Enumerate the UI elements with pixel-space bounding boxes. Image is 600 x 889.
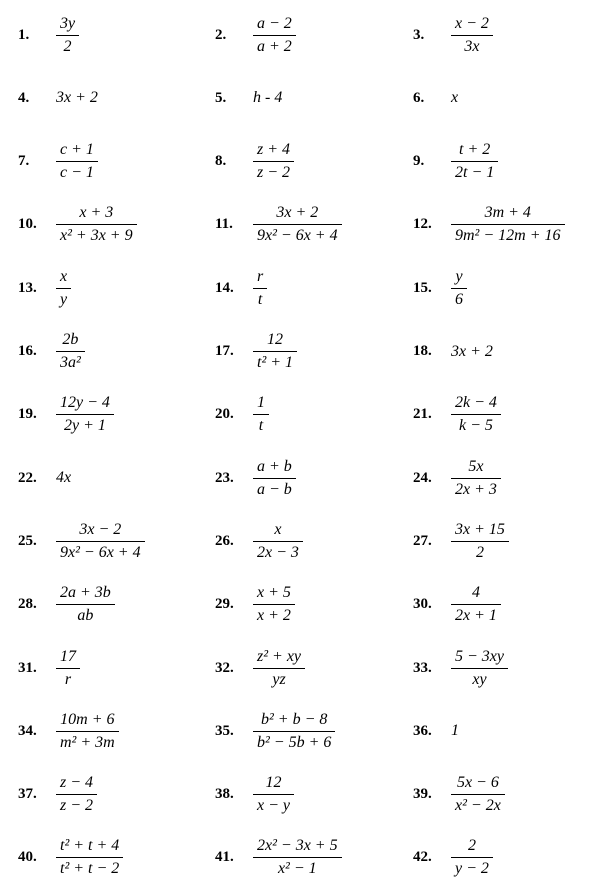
problem-number: 3.: [413, 26, 425, 43]
problem-item: [413, 321, 493, 383]
fraction: [451, 773, 505, 816]
fraction: [253, 330, 297, 373]
problem-number: 14.: [215, 279, 234, 296]
denominator: ab: [77, 607, 94, 625]
fraction: [253, 140, 294, 183]
problem-number: 17.: [215, 343, 234, 359]
problem-item: [413, 67, 458, 129]
problem-item: [18, 321, 85, 383]
problem-item: [413, 574, 501, 636]
problem-answer: [253, 710, 335, 753]
numerator: x − 2: [455, 14, 489, 32]
numerator: 12: [267, 331, 284, 348]
problem-item: [18, 447, 71, 509]
problem-item: [215, 384, 269, 446]
problem-number: 33.: [413, 659, 432, 676]
problem-answer: [56, 583, 115, 626]
problem-number: 7.: [18, 153, 30, 170]
fraction: [56, 773, 97, 816]
problem-item: [18, 257, 71, 319]
problem-number: 5.: [215, 89, 227, 106]
problem-item: [413, 827, 493, 889]
numerator: 3x + 15: [455, 520, 505, 538]
problem-item: [18, 764, 97, 826]
problem-number: 41.: [215, 849, 234, 866]
problem-number: 9.: [413, 153, 425, 170]
numerator: 2b: [62, 331, 79, 348]
numerator: t + 2: [459, 141, 491, 159]
problem-item: [413, 447, 501, 509]
fraction: [56, 647, 80, 690]
problem-item: [18, 4, 79, 66]
problem-item: [18, 827, 123, 889]
problem-number: 28.: [18, 596, 37, 613]
problem-item: [18, 700, 119, 762]
expression: 3x + 2: [56, 89, 98, 107]
numerator: r: [257, 267, 264, 285]
problem-item: [413, 700, 459, 762]
problem-answer: [56, 773, 97, 816]
fraction: [451, 203, 565, 246]
fraction: [56, 836, 123, 879]
problem-item: [215, 574, 295, 636]
denominator: 2x + 3: [455, 480, 497, 498]
numerator: b² + b − 8: [261, 710, 328, 728]
problem-answer: [56, 836, 123, 879]
problem-number: 1.: [18, 26, 30, 43]
fraction: [253, 520, 303, 563]
numerator: z + 4: [257, 141, 291, 159]
denominator: 3a²: [60, 354, 81, 371]
denominator: 9m² − 12m + 16: [455, 227, 561, 245]
problem-number: 32.: [215, 659, 234, 676]
denominator: r: [64, 670, 72, 688]
fraction: [253, 457, 296, 500]
problem-item: [18, 574, 115, 636]
numerator: 17: [60, 647, 76, 665]
denominator: 2t − 1: [455, 164, 495, 182]
problem-answer: [56, 203, 137, 246]
denominator: 2x − 3: [257, 543, 299, 561]
denominator: c − 1: [60, 164, 94, 182]
problem-item: [215, 321, 297, 383]
problem-answer: [253, 520, 303, 563]
fraction: [451, 836, 493, 879]
problem-answer: [253, 457, 296, 500]
problem-answer: [451, 457, 501, 500]
problem-answer: [253, 140, 294, 183]
denominator: 2y + 1: [64, 417, 106, 435]
problem-answer: [253, 647, 305, 690]
problem-answer: [451, 520, 509, 563]
fraction: [253, 203, 342, 246]
denominator: 9x² − 6x + 4: [257, 227, 338, 245]
problem-number: 21.: [413, 406, 432, 423]
problem-item: [215, 447, 296, 509]
problem-number: 16.: [18, 343, 37, 359]
problem-answer: [253, 583, 295, 626]
problem-answer: [253, 203, 342, 246]
denominator: yz: [272, 670, 286, 688]
problem-answer: [253, 393, 269, 436]
problem-number: 22.: [18, 469, 37, 486]
denominator: xy: [472, 670, 487, 688]
problem-answer: [253, 836, 342, 879]
numerator: 3x + 2: [276, 204, 319, 222]
problem-answer: [56, 14, 79, 57]
problem-number: 10.: [18, 216, 37, 233]
problem-number: 26.: [215, 532, 234, 549]
denominator: t: [257, 290, 263, 308]
problem-number: 36.: [413, 722, 432, 739]
problem-number: 23.: [215, 469, 234, 486]
problem-answer: [56, 520, 145, 563]
fraction: [451, 140, 498, 183]
problem-answer: [451, 203, 565, 246]
numerator: x + 5: [257, 584, 291, 602]
numerator: z² + xy: [257, 647, 302, 665]
problem-answer: [56, 89, 98, 107]
expression: h - 4: [253, 89, 283, 107]
numerator: x: [60, 267, 68, 285]
problem-answer: [56, 330, 85, 373]
fraction: [253, 836, 342, 879]
problem-number: 30.: [413, 596, 432, 613]
problem-item: [215, 700, 335, 762]
problem-number: 2.: [215, 26, 227, 43]
problem-number: 6.: [413, 89, 425, 106]
problem-answer: [253, 89, 282, 107]
problem-item: [215, 827, 342, 889]
problem-number: 39.: [413, 786, 432, 803]
problem-answer: [56, 140, 98, 183]
problem-answer: [253, 773, 294, 816]
problem-answer: [253, 330, 297, 373]
denominator: 6: [455, 290, 463, 308]
fraction: [253, 647, 305, 690]
denominator: a + 2: [257, 37, 292, 55]
numerator: 10m + 6: [60, 710, 115, 728]
denominator: t² + t − 2: [60, 860, 120, 878]
denominator: x − y: [257, 797, 290, 815]
problem-answer: [56, 647, 80, 690]
problem-number: 4.: [18, 89, 30, 106]
denominator: k − 5: [459, 417, 493, 435]
denominator: m² + 3m: [60, 733, 115, 751]
numerator: a − 2: [257, 14, 292, 32]
denominator: t² + 1: [257, 354, 294, 371]
problem-answer: [451, 722, 459, 740]
expression: 4x: [56, 469, 72, 487]
problem-answer: [451, 836, 493, 879]
fraction: [253, 267, 267, 310]
fraction: [253, 393, 269, 436]
problem-number: 35.: [215, 722, 234, 739]
problem-item: [18, 384, 114, 446]
numerator: 3x − 2: [79, 520, 122, 538]
numerator: 2k − 4: [455, 394, 497, 412]
denominator: z − 2: [60, 797, 94, 815]
fraction: [451, 583, 501, 626]
fraction: [253, 710, 335, 753]
fraction: [56, 583, 115, 626]
problem-answer: [451, 89, 458, 107]
fraction: [56, 14, 79, 57]
problem-answer: [56, 267, 71, 310]
denominator: y − 2: [455, 860, 489, 878]
fraction: [56, 393, 114, 436]
problem-number: 18.: [413, 343, 432, 359]
problem-item: [215, 4, 296, 66]
problem-number: 27.: [413, 532, 432, 549]
numerator: t² + t + 4: [60, 837, 120, 855]
problem-number: 38.: [215, 786, 234, 803]
problem-number: 12.: [413, 216, 432, 233]
problem-answer: [451, 343, 493, 361]
denominator: z − 2: [257, 164, 291, 182]
problem-number: 40.: [18, 849, 37, 866]
expression: 3x + 2: [451, 342, 493, 360]
denominator: 2x + 1: [455, 607, 497, 625]
problem-answer: [451, 647, 508, 690]
problem-item: [18, 510, 145, 572]
problem-item: [18, 194, 137, 256]
denominator: x + 2: [257, 607, 291, 625]
denominator: 3x: [464, 37, 480, 55]
problem-item: [413, 384, 501, 446]
problem-number: 24.: [413, 469, 432, 486]
problem-number: 20.: [215, 406, 234, 423]
problem-answer: [56, 393, 114, 436]
numerator: 5x − 6: [456, 774, 499, 792]
numerator: x: [274, 520, 282, 538]
problem-answer: [56, 710, 119, 753]
problem-item: [215, 257, 267, 319]
fraction: [253, 773, 294, 816]
denominator: x² + 3x + 9: [60, 227, 133, 245]
fraction: [451, 14, 493, 57]
problem-number: 15.: [413, 279, 432, 296]
fraction: [253, 14, 296, 57]
numerator: 3y: [60, 14, 76, 32]
denominator: 2: [63, 37, 72, 55]
problem-item: [413, 194, 565, 256]
problem-item: [215, 131, 294, 193]
problem-number: 31.: [18, 659, 37, 676]
problem-answer: [451, 14, 493, 57]
denominator: b² − 5b + 6: [257, 733, 332, 751]
fraction: [56, 267, 71, 310]
denominator: x² − 1: [277, 860, 317, 878]
problem-answer: [451, 140, 498, 183]
numerator: 1: [257, 394, 265, 412]
numerator: c + 1: [60, 141, 94, 159]
expression: 1: [451, 722, 459, 740]
problem-number: 42.: [413, 849, 432, 866]
problem-number: 25.: [18, 532, 37, 549]
numerator: x + 3: [79, 204, 114, 222]
fraction: [56, 710, 119, 753]
problem-answer: [451, 773, 505, 816]
denominator: y: [60, 290, 68, 308]
numerator: 5 − 3xy: [455, 647, 504, 665]
problem-item: [413, 764, 505, 826]
problem-item: [18, 67, 98, 129]
fraction: [56, 330, 85, 373]
fraction: [56, 520, 145, 563]
problem-item: [18, 131, 98, 193]
fraction: [253, 583, 295, 626]
numerator: 5x: [468, 457, 484, 475]
numerator: y: [455, 267, 463, 285]
problem-answer: [451, 393, 501, 436]
problem-number: 34.: [18, 722, 37, 739]
denominator: t: [258, 417, 264, 435]
problem-answer: [451, 267, 467, 310]
problem-item: [215, 764, 294, 826]
problem-answer: [253, 14, 296, 57]
numerator: 4: [471, 584, 480, 602]
fraction: [56, 140, 98, 183]
problem-item: [413, 131, 498, 193]
problem-number: 29.: [215, 596, 234, 613]
problem-number: 37.: [18, 786, 37, 803]
denominator: 2: [475, 543, 484, 561]
problem-answer: [451, 583, 501, 626]
numerator: 2x² − 3x + 5: [257, 837, 338, 855]
numerator: 12y − 4: [60, 394, 110, 412]
fraction: [56, 203, 137, 246]
problem-number: 19.: [18, 406, 37, 423]
fraction: [451, 647, 508, 690]
problem-item: [215, 637, 305, 699]
denominator: x² − 2x: [455, 797, 501, 815]
denominator: a − b: [257, 480, 292, 498]
numerator: 12: [265, 774, 282, 792]
fraction: [451, 520, 509, 563]
expression: x: [451, 89, 459, 107]
problem-answer: [56, 469, 71, 487]
problem-item: [18, 637, 80, 699]
problem-number: 13.: [18, 279, 37, 296]
problem-number: 11.: [215, 216, 233, 233]
fraction: [451, 267, 467, 310]
numerator: 2a + 3b: [60, 584, 111, 602]
numerator: 3m + 4: [484, 204, 531, 222]
problem-answer: [253, 267, 267, 310]
problem-number: 8.: [215, 153, 227, 170]
fraction: [451, 393, 501, 436]
problem-item: [215, 67, 282, 129]
problem-item: [413, 510, 509, 572]
problem-item: [413, 257, 467, 319]
numerator: 2: [467, 837, 476, 855]
problem-item: [413, 4, 493, 66]
problem-item: [413, 637, 508, 699]
numerator: a + b: [257, 457, 292, 475]
problem-item: [215, 510, 303, 572]
fraction: [451, 457, 501, 500]
denominator: 9x² − 6x + 4: [60, 543, 141, 561]
numerator: z − 4: [60, 774, 94, 792]
problem-item: [215, 194, 342, 256]
